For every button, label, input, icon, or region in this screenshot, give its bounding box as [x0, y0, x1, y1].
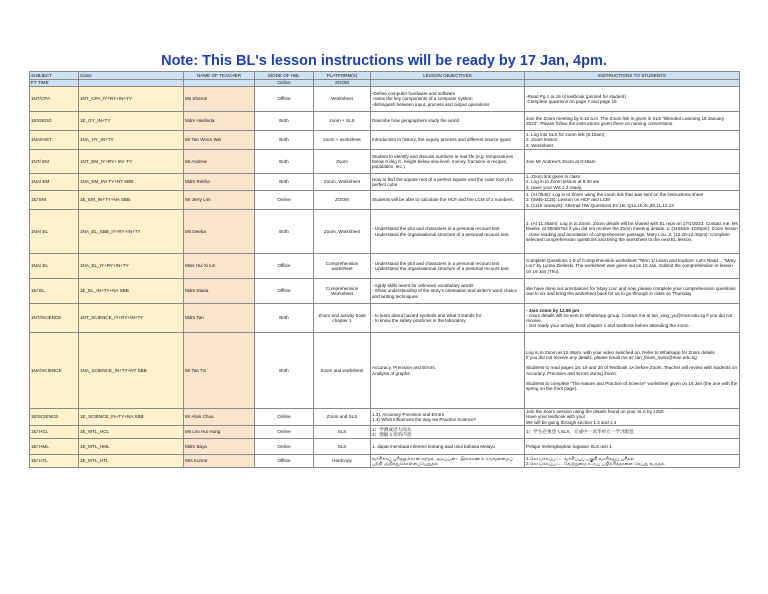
objectives-cell-line: - Understand the organisational structure of a personal recount text. [372, 266, 510, 271]
instructions-cell-line: 2. Log in to Zoom lesson at 9.30 am [526, 179, 600, 185]
objectives-cell [371, 439, 525, 455]
teacher-cell: Mdm Diana [184, 279, 255, 304]
platform-cell: zoom + worksheet [314, 131, 371, 150]
objectives-cell-line: - Understand the organisational structure of a personal recount text. [372, 231, 510, 237]
instructions-cell-line: We will be going through section 1.3 and 1.4 [526, 419, 617, 425]
mode-cell: Both [255, 210, 314, 254]
mode-cell: Both [255, 333, 314, 409]
table-row [30, 150, 740, 174]
instructions-cell-line: 3. (1115 onwards): Attempt HW Questions Ex 1B: Q1a,1b,4c,6b,11,12,13 [526, 202, 674, 208]
mode-cell: Online [255, 439, 314, 455]
col-instructions-header: INSTRUCTIONS TO STUDENTS [525, 72, 740, 80]
class-cell: 1E_MTL_HTL [79, 455, 184, 468]
platform-cell: Zoom and worksheet [314, 333, 371, 409]
mode-cell: Offline [255, 279, 314, 304]
teacher-cell: Mr Jerry Lim [184, 191, 255, 210]
instructions-cell-line: 3. Have your WS 1.2 ready. [526, 184, 583, 190]
instructions-cell-line: 1. Log into SLS for zoom link (8.15am) [526, 132, 605, 138]
mode-cell: Both [255, 174, 314, 191]
teacher-cell: Mdm Rekha [184, 174, 255, 191]
class-cell: 1E_GY_IN+TY [79, 112, 184, 131]
subject-cell: 1E/ EM [30, 191, 79, 210]
col-mode-header: MODE OF HBL [255, 72, 314, 80]
platform-cell: Zoom and SLS [314, 409, 371, 426]
table-row [30, 191, 740, 210]
table-row [30, 426, 740, 439]
objectives-cell [371, 455, 525, 468]
objectives-cell-line: 1. dapat membuat inferens tentang asal usul bahasa Melayu [372, 443, 496, 449]
objectives-cell-line: -name the key components of a computer system [372, 96, 473, 102]
instructions-cell [525, 112, 740, 131]
instructions-cell-line: Students to read pages 18, 19 and 20 of Textbook 1A before Zoom. Teacher will review with students on Accuracy, Precision and Errors during Zoom. [526, 365, 738, 376]
objectives-cell-line: -distinguish between input, process and output operations [372, 101, 490, 107]
instructions-cell [525, 131, 740, 150]
objectives-cell-line: 1.4) What influences the way we Practice Science? [372, 417, 477, 422]
mode-cell: Offline [255, 455, 314, 468]
class-cell: 1NA_EM_IN+TY+NT SBB [79, 174, 184, 191]
table-row [30, 174, 740, 191]
objectives-cell-line: - Understand the plot and characters in a personal recount text [372, 260, 500, 266]
subheader-row [30, 80, 740, 87]
objectives-cell-line: Student to identify and discuss numbers in real life (e.g. temperatures below 0 deg C, height below sea-level, money, fractions in recipes, population, etc.) [372, 153, 514, 170]
subheader-empty [371, 80, 525, 87]
table-row [30, 210, 740, 254]
objectives-cell-line: Students will be able to calculate the HCF and the LCM of 2 numbers. [372, 197, 514, 203]
objectives-cell-line: - Show understanding of the story's orientation and writer's word choice and writing techniques. [372, 288, 518, 299]
platform-cell: Zoom, Worksheet [314, 174, 371, 191]
instructions-cell-line: - Join zoom by 12.50 pm [526, 307, 580, 313]
table-row [30, 87, 740, 112]
col-class-header: Class [79, 72, 184, 80]
instructions-cell [525, 439, 740, 455]
instructions-cell [525, 426, 740, 439]
objectives-cell [371, 279, 525, 304]
platform-cell: SLS [314, 439, 371, 455]
instructions-cell [525, 191, 740, 210]
table-row [30, 439, 740, 455]
class-cell: 1NT_SCIENCE_IY+RY+IN+TY [79, 304, 184, 333]
objectives-cell [371, 210, 525, 254]
table-row [30, 333, 740, 409]
platform-cell: Hardcopy [314, 455, 371, 468]
instructions-cell-line: -Complete questions on page 7 and page 15 [526, 99, 617, 104]
subject-cell: 1E/ EL [30, 279, 79, 304]
objectives-cell-line: Describe how geographers study the world [372, 118, 460, 124]
instructions-cell-line: If you did not receive any details, please email me at: tan_thiam_soon@moe.edu.sg [526, 354, 697, 360]
platform-cell: SLS [314, 426, 371, 439]
subject-cell: 1NA/SCIENCE [30, 333, 79, 409]
table-row [30, 112, 740, 131]
subheader-platform: ZOOM [314, 80, 371, 87]
col-objectives-header: LESSON OBJECTIVES [371, 72, 525, 80]
instructions-cell-line: We have done our annotations for 'Mary Lou' and now, please complete your comprehension questions one to six and bring the worksheet back for us to go through in class on Thursday [526, 285, 736, 296]
teacher-cell: Ms Lim Hui Hung [184, 426, 255, 439]
instructions-cell-line: Complete Questions 1-8 of Comprehension worksheet "Term 1/ Learn and Explore: Let's Read… "Mary Lou" by Lynne Zielinski. The worksheet was given out on 16 Jan. Submit the comprehension in lesson on 19 Jan (Thu). [526, 258, 736, 274]
col-subject-header: SUBJECT [30, 72, 79, 80]
teacher-cell: Mrs Kumar [184, 455, 255, 468]
class-cell: 1NA_HY_IN+TY [79, 131, 184, 150]
objectives-cell [371, 409, 525, 426]
objectives-cell [371, 191, 525, 210]
subject-cell: 1NA/HIST [30, 131, 79, 150]
instructions-cell-line: Have your textbook with you! [526, 414, 585, 420]
instructions-cell-line: -Read Pg 1 to 16 of textbook (printed for student) [526, 93, 626, 99]
mode-cell: Both [255, 131, 314, 150]
instructions-cell [525, 174, 740, 191]
objectives-cell [371, 150, 525, 174]
teacher-cell: Mr Andrew [184, 150, 255, 174]
instructions-cell [525, 150, 740, 174]
platform-cell: Comprehension Worksheet [314, 279, 371, 304]
objectives-cell [371, 131, 525, 150]
table-row [30, 409, 740, 426]
instructions-cell-line: 1. (At 0945): Log in to Zoom using the zoom link that was sent on the instructions sheet [526, 192, 704, 198]
col-teacher-header: NAME OF TEACHER [184, 72, 255, 80]
instructions-cell-line: 1. (At 11.45am): Log in to Zoom. Zoom details will be shared with EL reps on 17/1/2023. Contact me, Ms Deeba, at 90068752 if you did not receive the Zoom meeting details. 2. (1155am-1220pm): Zoom lesson - close reading and annotation of comprehension passage, Mary Lou. 3. (12.20-12.45pm): Complete selected comprehension questions and bring the worksheet to the next EL lesson. [526, 221, 738, 242]
instructions-cell-line: Join the Zoom session using the details found on your SLS by 1250. [526, 409, 665, 415]
instructions-cell-line: - Get ready your activity book chapter 1 and textbook before attending the zoom. [526, 323, 690, 329]
instructions-cell-line: Pelajar melengkapkan tugasan SLS unit 1. [526, 443, 613, 449]
subject-cell: 1E/ HCL [30, 426, 79, 439]
subheader-mode: Online [255, 80, 314, 87]
teacher-cell: Mr Alvin Chua [184, 409, 255, 426]
teacher-cell: Ms Deeba [184, 210, 255, 254]
class-cell: 1E_EL_IN+TY+NA SBB [79, 279, 184, 304]
objectives-cell-line: 1）学测成语大闯关 [372, 426, 412, 432]
table-row [30, 304, 740, 333]
platform-cell: zoom + SLS [314, 112, 371, 131]
subject-cell: 1E/SCIENCE [30, 409, 79, 426]
subject-cell: 1NT/ EM [30, 150, 79, 174]
subject-cell: 1NA/ EL [30, 210, 79, 254]
class-cell: 1E_MTL_HCL [79, 426, 184, 439]
objectives-cell [371, 426, 525, 439]
instructions-cell-line: Log in to Zoom at 12.45pm, with your video switched on. Refer to Whatsapp for Zoom details [526, 349, 715, 355]
mode-cell: Offline [255, 254, 314, 279]
instructions-cell-line: 1）学生必须登入SLS，完成中一高华单元一学习配套 [526, 429, 634, 435]
objectives-cell-line: Accuracy, Precision and Errors. [372, 365, 436, 371]
instructions-cell [525, 254, 740, 279]
instructions-cell [525, 333, 740, 409]
instructions-cell [525, 279, 740, 304]
class-cell: 1NA_EL_SBB_IY+RY+IN+TY [79, 210, 184, 254]
class-cell: 1E_EM_IN+TY+NA SBB [79, 191, 184, 210]
objectives-cell-line: - to know the safety practices in the laboratory [372, 318, 466, 323]
subject-cell: 1NT/CPA [30, 87, 79, 112]
objectives-cell [371, 112, 525, 131]
instructions-cell-line: 2.கொடுக்கப்பட்ட வேற்றுமை உருபு பயிற்சித்தாளை செய்து வருதல் [526, 461, 665, 466]
instructions-cell-line: - zoom details will be sent to WhatsApp group. Contact me at tan_xing_yu@moe.edu.sg if you did not receive. [526, 312, 733, 323]
mode-cell: Both [255, 112, 314, 131]
objectives-cell-line: Introduction to history, the inquiry process and different source types [372, 137, 511, 143]
objectives-cell [371, 333, 525, 409]
objectives-cell-line: -Define computer hardware and software [372, 91, 456, 97]
table-row [30, 279, 740, 304]
objectives-cell-line: 2）理解文章的内容 [372, 432, 412, 437]
platform-cell: ZOOM [314, 191, 371, 210]
mode-cell: Online [255, 409, 314, 426]
teacher-cell: Ms Sharon [184, 87, 255, 112]
class-cell: 1NA_EL_IY+RY+IN+TY [79, 254, 184, 279]
table-row [30, 131, 740, 150]
instructions-cell [525, 304, 740, 333]
page-title: Note: This BL's lesson instructions will be ready by 17 Jan, 4pm. [161, 53, 607, 69]
objectives-cell-line: 1.3). Accuracy Precision and Errors [372, 411, 444, 417]
subheader-empty [79, 80, 184, 87]
table-row [30, 455, 740, 468]
ft-time-label: FT TIME [30, 80, 79, 87]
mode-cell: Both [255, 304, 314, 333]
instructions-cell-line: Join Mr Andrew's Zoom at 9:45am [526, 158, 596, 164]
platform-cell: Zoom [314, 150, 371, 174]
class-cell: 1NT_CPA_IY+RY+IN+TY [79, 87, 184, 112]
teacher-cell: Miss Hui Xi Lin [184, 254, 255, 279]
class-cell: 1NA_SCIENCE_IN+TY+NT SBB [79, 333, 184, 409]
teacher-cell: Mr Tan TS [184, 333, 255, 409]
subject-cell: 1NA/ EL [30, 254, 79, 279]
instructions-cell [525, 87, 740, 112]
objectives-cell [371, 304, 525, 333]
objectives-cell-line: - Apply skills learnt for unknown vocabulary words [372, 283, 474, 289]
teacher-cell: Mdm Haslinda [184, 112, 255, 131]
platform-cell: Comprehension worksheet [314, 254, 371, 279]
teacher-cell: Mdm Baya [184, 439, 255, 455]
instructions-cell-line: 1. Zoom link given in class [526, 174, 580, 180]
class-cell: 1NT_EM_IY+RY+ IN+ TY [79, 150, 184, 174]
subject-cell: 1E/ HML [30, 439, 79, 455]
mode-cell: Both [255, 150, 314, 174]
platform-cell: Worksheet [314, 87, 371, 112]
instructions-cell [525, 409, 740, 426]
mode-cell: Online [255, 191, 314, 210]
class-cell: 1E_MTL_HML [79, 439, 184, 455]
objectives-cell-line: - Understand the plot and characters in a personal recount text [372, 226, 500, 232]
subheader-empty [184, 80, 255, 87]
teacher-cell: Mdm Tan [184, 304, 255, 333]
instructions-cell-line: 3. Worksheet [526, 142, 553, 148]
objectives-cell-line: Analysis of graphs. [372, 370, 411, 376]
table-row [30, 254, 740, 279]
platform-cell: Zoom, Worksheet [314, 210, 371, 254]
subject-cell: 1NT/SCIENCE [30, 304, 79, 333]
col-platform-header: PLATFORM(S) [314, 72, 371, 80]
objectives-cell [371, 87, 525, 112]
mode-cell: Online [255, 426, 314, 439]
objectives-cell [371, 254, 525, 279]
class-cell: 1E_SCIENCE_IN+TY+NA SBB [79, 409, 184, 426]
platform-cell: Zoom and activity book chapter 1 [314, 304, 371, 333]
subject-cell: 1NA/ EM [30, 174, 79, 191]
objectives-cell-line: வாசிக்கப் புரிதலுக்கான கற்றல் அடிப்படை இலக்கணம் கருவளமைப் பற்றி அறிந்துகொள்ளப்பெறுதல் [372, 455, 513, 466]
instructions-cell-line: Join the Zoom meeting by 8.15 a.m. The Zoom link is given in SLS "Blended Learning 18 January 2023". Please follow the instructions given there on naming conventions. [526, 115, 725, 126]
mode-cell: Offline [255, 87, 314, 112]
objectives-cell-line: How to find the square root of a perfect square and the cube root of a perfect cube [372, 176, 513, 187]
instructions-cell [525, 455, 740, 468]
lesson-table [29, 71, 740, 468]
objectives-cell [371, 174, 525, 191]
instructions-cell-line: Students to complete "The Nature and Practice of Science" worksheet given on 16 Jan (the one with the spring on the front page). [526, 380, 738, 392]
subheader-empty [525, 80, 740, 87]
instructions-cell [525, 210, 740, 254]
objectives-cell-line: - to learn about hazard symbols and what it stands for [372, 312, 482, 318]
instructions-cell-line: 2. Zoom lesson [526, 137, 558, 143]
instructions-cell-line: 1.கொடுக்கப்பட்ட வாசிப்புப் பகுதி வாசித்துப் புரிதல் [526, 455, 635, 461]
instructions-cell-line: 2. (0945-1115): Lesson on HCF and LCM [526, 197, 610, 203]
subject-cell: 1E/GEOG [30, 112, 79, 131]
subject-cell: 1E/ HTL [30, 455, 79, 468]
teacher-cell: Mr Tan Woon Wei [184, 131, 255, 150]
header-row [30, 72, 740, 80]
